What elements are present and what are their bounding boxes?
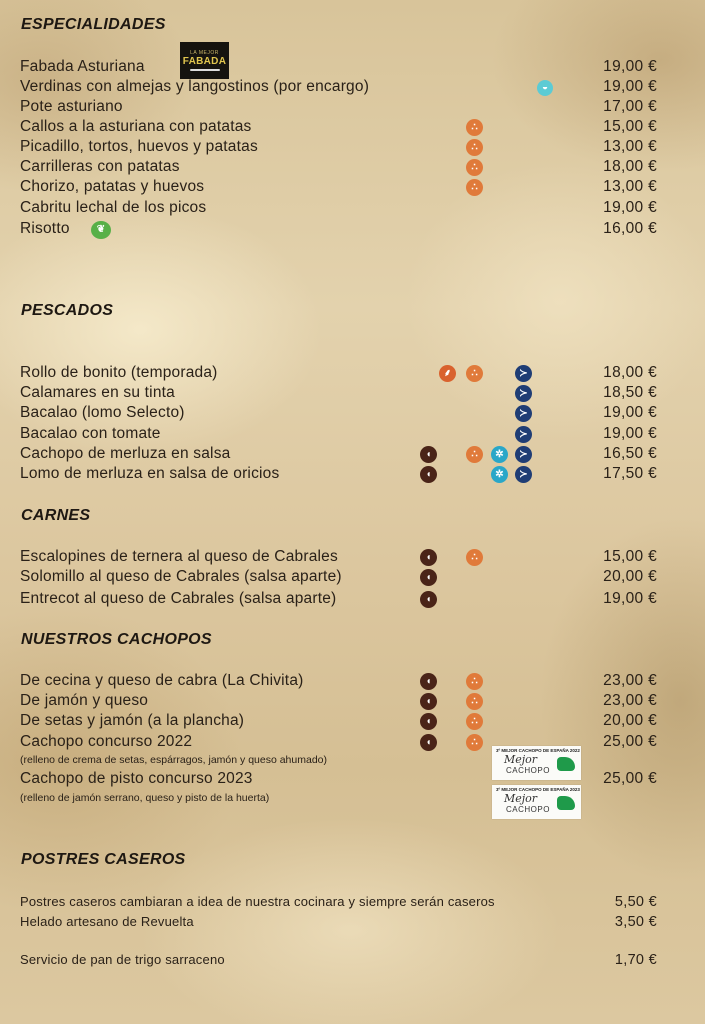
item-price: 23,00 €: [603, 672, 657, 689]
item-name: Callos a la asturiana con patatas: [20, 118, 252, 135]
item-name: Servicio de pan de trigo sarraceno: [20, 952, 225, 967]
mollusc-allergen-icon: ◒: [537, 80, 553, 96]
item-name: Picadillo, tortos, huevos y patatas: [20, 138, 258, 155]
menu-item: [20, 158, 657, 178]
menu-item: [20, 78, 657, 98]
badge-main-text: FABADA: [182, 56, 227, 67]
item-price: 19,00 €: [603, 590, 657, 607]
award-sub-text: CACHOPO: [506, 766, 550, 775]
item-price: 20,00 €: [603, 712, 657, 729]
item-name: Bacalao con tomate: [20, 425, 161, 442]
egg-allergen-icon: ∴: [466, 139, 483, 156]
menu-item: [20, 672, 657, 692]
award-logo-icon: [557, 757, 575, 771]
item-name: Cachopo concurso 2022: [20, 733, 193, 750]
egg-allergen-icon: ∴: [466, 549, 483, 566]
item-price: 16,00 €: [603, 220, 657, 237]
menu-item: [20, 118, 657, 138]
item-price: 15,00 €: [603, 548, 657, 565]
item-price: 19,00 €: [603, 199, 657, 216]
item-price: 18,00 €: [603, 364, 657, 381]
crustacean-allergen-icon: ✲: [491, 466, 508, 483]
item-name: Chorizo, patatas y huevos: [20, 178, 205, 195]
fish-allergen-icon: ≻: [515, 466, 532, 483]
vegan-icon: ❦: [91, 221, 111, 239]
item-name: Pote asturiano: [20, 98, 123, 115]
menu-item: [20, 138, 657, 158]
item-price: 20,00 €: [603, 568, 657, 585]
item-name: Helado artesano de Revuelta: [20, 914, 194, 929]
item-price: 19,00 €: [603, 78, 657, 95]
item-name: Entrecot al queso de Cabrales (salsa aparte): [20, 590, 337, 607]
section-title-carnes: CARNES: [21, 507, 91, 524]
dairy-allergen-icon: ◖: [420, 734, 437, 751]
menu-item: [20, 914, 657, 934]
menu-item: [20, 425, 657, 445]
egg-allergen-icon: ∴: [466, 734, 483, 751]
section-title-postres: POSTRES CASEROS: [21, 851, 186, 868]
item-name: Verdinas con almejas y langostinos (por encargo): [20, 78, 370, 95]
item-name: Lomo de merluza en salsa de oricios: [20, 465, 280, 482]
menu-item: [20, 568, 657, 588]
award-badge-2022: [492, 746, 581, 780]
menu-item: [20, 58, 657, 78]
item-name: Cachopo de merluza en salsa: [20, 445, 231, 462]
item-price: 13,00 €: [603, 138, 657, 155]
egg-allergen-icon: ∴: [466, 159, 483, 176]
menu-item: [20, 98, 657, 118]
dairy-allergen-icon: ◖: [420, 713, 437, 730]
fish-allergen-icon: ≻: [515, 365, 532, 382]
item-description: (relleno de jamón serrano, queso y pisto de la huerta): [20, 792, 270, 804]
item-price: 19,00 €: [603, 404, 657, 421]
dairy-allergen-icon: ◖: [420, 569, 437, 586]
dairy-allergen-icon: ◖: [420, 466, 437, 483]
award-top-text: 3º MEJOR CACHOPO DE ESPAÑA 2023: [496, 787, 580, 792]
menu-item: [20, 445, 657, 465]
item-price: 18,00 €: [603, 158, 657, 175]
item-name: Risotto: [20, 220, 70, 237]
menu-item: [20, 692, 657, 712]
item-price: 17,00 €: [603, 98, 657, 115]
item-name: Postres caseros cambiaran a idea de nuestra cocinara y siempre serán caseros: [20, 894, 495, 909]
award-top-text: 3º MEJOR CACHOPO DE ESPAÑA 2022: [496, 748, 580, 753]
item-name: Cachopo de pisto concurso 2023: [20, 770, 253, 787]
item-price: 25,00 €: [603, 770, 657, 787]
item-name: Bacalao (lomo Selecto): [20, 404, 185, 421]
menu-item: [20, 199, 657, 219]
egg-allergen-icon: ∴: [466, 119, 483, 136]
item-price: 3,50 €: [614, 914, 657, 930]
item-name: De setas y jamón (a la plancha): [20, 712, 245, 729]
fish-allergen-icon: ≻: [515, 446, 532, 463]
egg-allergen-icon: ∴: [466, 713, 483, 730]
item-name: Solomillo al queso de Cabrales (salsa aparte): [20, 568, 342, 585]
section-title-especialidades: ESPECIALIDADES: [21, 16, 166, 33]
award-badge-2023: [492, 785, 581, 819]
item-price: 1,70 €: [614, 952, 657, 968]
fish-allergen-icon: ≻: [515, 385, 532, 402]
egg-allergen-icon: ∴: [466, 179, 483, 196]
egg-allergen-icon: ∴: [466, 693, 483, 710]
menu-item: [20, 894, 657, 914]
dairy-allergen-icon: ◖: [420, 446, 437, 463]
section-title-cachopos: NUESTROS CACHOPOS: [21, 631, 212, 648]
item-name: Rollo de bonito (temporada): [20, 364, 218, 381]
item-name: Escalopines de ternera al queso de Cabrales: [20, 548, 338, 565]
item-price: 16,50 €: [603, 445, 657, 462]
menu-item: [20, 220, 657, 240]
fish-allergen-icon: ≻: [515, 426, 532, 443]
badge-top-text: LA MEJOR: [190, 50, 219, 56]
item-price: 19,00 €: [603, 425, 657, 442]
item-price: 17,50 €: [603, 465, 657, 482]
dairy-allergen-icon: ◖: [420, 591, 437, 608]
item-price: 23,00 €: [603, 692, 657, 709]
award-main-text: Mejor: [504, 792, 538, 805]
item-price: 15,00 €: [603, 118, 657, 135]
menu-item: [20, 404, 657, 424]
item-price: 25,00 €: [603, 733, 657, 750]
dairy-allergen-icon: ◖: [420, 673, 437, 690]
item-name: Fabada Asturiana: [20, 58, 145, 75]
menu-item: [20, 465, 657, 485]
item-description: (relleno de crema de setas, espárragos, jamón y queso ahumado): [20, 754, 328, 766]
section-title-pescados: PESCADOS: [21, 302, 114, 319]
dairy-allergen-icon: ◖: [420, 549, 437, 566]
egg-allergen-icon: ∴: [466, 365, 483, 382]
egg-allergen-icon: ∴: [466, 673, 483, 690]
fish-allergen-icon: ≻: [515, 405, 532, 422]
item-price: 18,50 €: [603, 384, 657, 401]
menu-item: [20, 178, 657, 198]
item-price: 19,00 €: [603, 58, 657, 75]
item-price: 13,00 €: [603, 178, 657, 195]
award-main-text: Mejor: [504, 753, 538, 766]
item-price: 5,50 €: [614, 894, 657, 910]
menu-item: [20, 364, 657, 384]
menu-item: [20, 952, 657, 972]
menu-item: [20, 712, 657, 732]
dairy-allergen-icon: ◖: [420, 693, 437, 710]
item-name: Carrilleras con patatas: [20, 158, 180, 175]
menu-item: [20, 384, 657, 404]
egg-allergen-icon: ∴: [466, 446, 483, 463]
menu-item: [20, 548, 657, 568]
gluten-allergen-icon: ⸙: [439, 365, 456, 382]
item-name: De cecina y queso de cabra (La Chivita): [20, 672, 304, 689]
award-logo-icon: [557, 796, 575, 810]
item-name: Calamares en su tinta: [20, 384, 175, 401]
crustacean-allergen-icon: ✲: [491, 446, 508, 463]
item-name: De jamón y queso: [20, 692, 149, 709]
item-name: Cabritu lechal de los picos: [20, 199, 207, 216]
menu-item: [20, 590, 657, 610]
award-sub-text: CACHOPO: [506, 805, 550, 814]
